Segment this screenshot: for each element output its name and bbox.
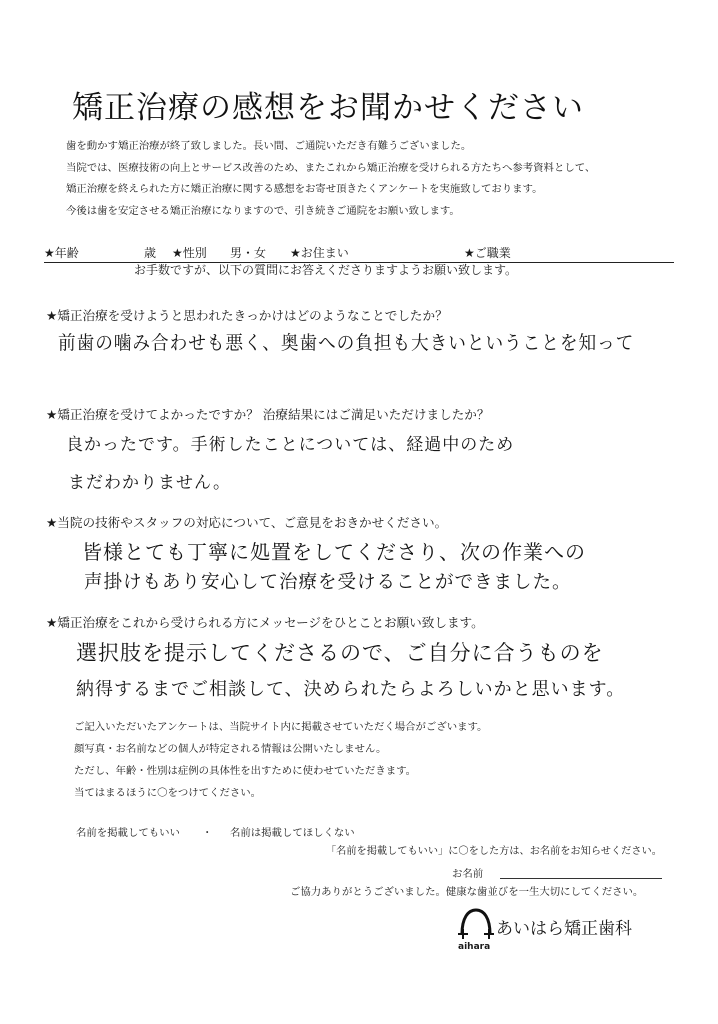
- residence-label: ★お住まい: [290, 246, 349, 260]
- consent-text: 「名前を掲載してもいい」に〇をした方は、お名前をお知らせください。: [326, 846, 662, 857]
- intro-line: 今後は歯を安定させる矯正治療になりますので、引き続きご通院をお願い致します。: [66, 204, 460, 217]
- sex-options: 男・女: [230, 246, 267, 260]
- request-text: お手数ですが、以下の質問にお答えくださりますようお願い致します。: [134, 263, 518, 277]
- intro-text: [66, 136, 595, 222]
- notes-block: [74, 716, 487, 804]
- answer-2-line-2: まだわかりません。: [68, 473, 232, 493]
- clinic-logo-text: aihara: [458, 942, 491, 952]
- answer-4-line-1: 選択肢を提示してくださるので、ご自分に合うものを: [76, 641, 604, 665]
- question-1: ★矯正治療を受けようと思われたきっかけはどのようなことでしたか？: [46, 308, 448, 323]
- clinic-name: あいはら矯正歯科: [496, 919, 632, 939]
- note-line: ただし、年齢・性別は症例の具体性を出すために使わせていただきます。: [74, 765, 417, 777]
- name-field[interactable]: [500, 878, 662, 879]
- answer-1-line-1: 前歯の噛み合わせも悪く、奥歯への負担も大きいということを知って: [58, 332, 635, 354]
- answer-3-line-2: 声掛けもあり安心して治療を受けることができました。: [84, 572, 572, 593]
- note-line: ご記入いただいたアンケートは、当院サイト内に掲載させていただく場合がございます。: [74, 721, 488, 733]
- option-separator: ・: [202, 827, 213, 839]
- name-label: お名前: [452, 868, 484, 880]
- age-label: ★年齢: [44, 246, 79, 260]
- question-4: ★矯正治療をこれから受けられる方にメッセージをひとことお願い致します。: [46, 615, 484, 630]
- thanks-text: ご協力ありがとうございました。健康な歯並びを一生大切にしてください。: [290, 886, 644, 898]
- answer-2-line-1: 良かったです。手術したことについては、経過中のため: [66, 435, 515, 455]
- intro-line: 歯を動かす矯正治療が終了致しました。長い間、ご通院いただき有難うございました。: [66, 140, 472, 152]
- option-name-ng[interactable]: 名前は掲載してほしくない: [230, 827, 355, 839]
- note-line: 顔写真・お名前などの個人が特定される情報は公開いたしません。: [74, 743, 387, 755]
- intro-line: 当院では、医療技術の向上とサービス改善のため、またこれから矯正治療を受けられる方たちへ参考資料として、: [66, 161, 596, 174]
- page-title: 矯正治療の感想をお聞かせください: [72, 90, 584, 126]
- occupation-label: ★ご職業: [464, 246, 511, 260]
- answer-4-line-2: 納得するまでご相談して、決められたらよろしいかと思います。: [76, 679, 626, 700]
- age-unit: 歳: [144, 246, 157, 260]
- option-name-ok[interactable]: 名前を掲載してもいい: [76, 827, 180, 839]
- question-2: ★矯正治療を受けてよかったですか？ 治療結果にはご満足いただけましたか？: [46, 407, 490, 422]
- answer-3-line-1: 皆様とても丁寧に処置をしてくださり、次の作業への: [82, 540, 586, 564]
- intro-line: 矯正治療を終えられた方に矯正治療に関する感想をお寄せ頂きたくアンケートを実施致しております。: [66, 183, 543, 195]
- question-3: ★当院の技術やスタッフの対応について、ご意見をおきかせください。: [46, 515, 448, 530]
- note-line: 当てはまるほうに〇をつけてください。: [74, 787, 262, 799]
- sex-label: ★性別: [172, 246, 207, 260]
